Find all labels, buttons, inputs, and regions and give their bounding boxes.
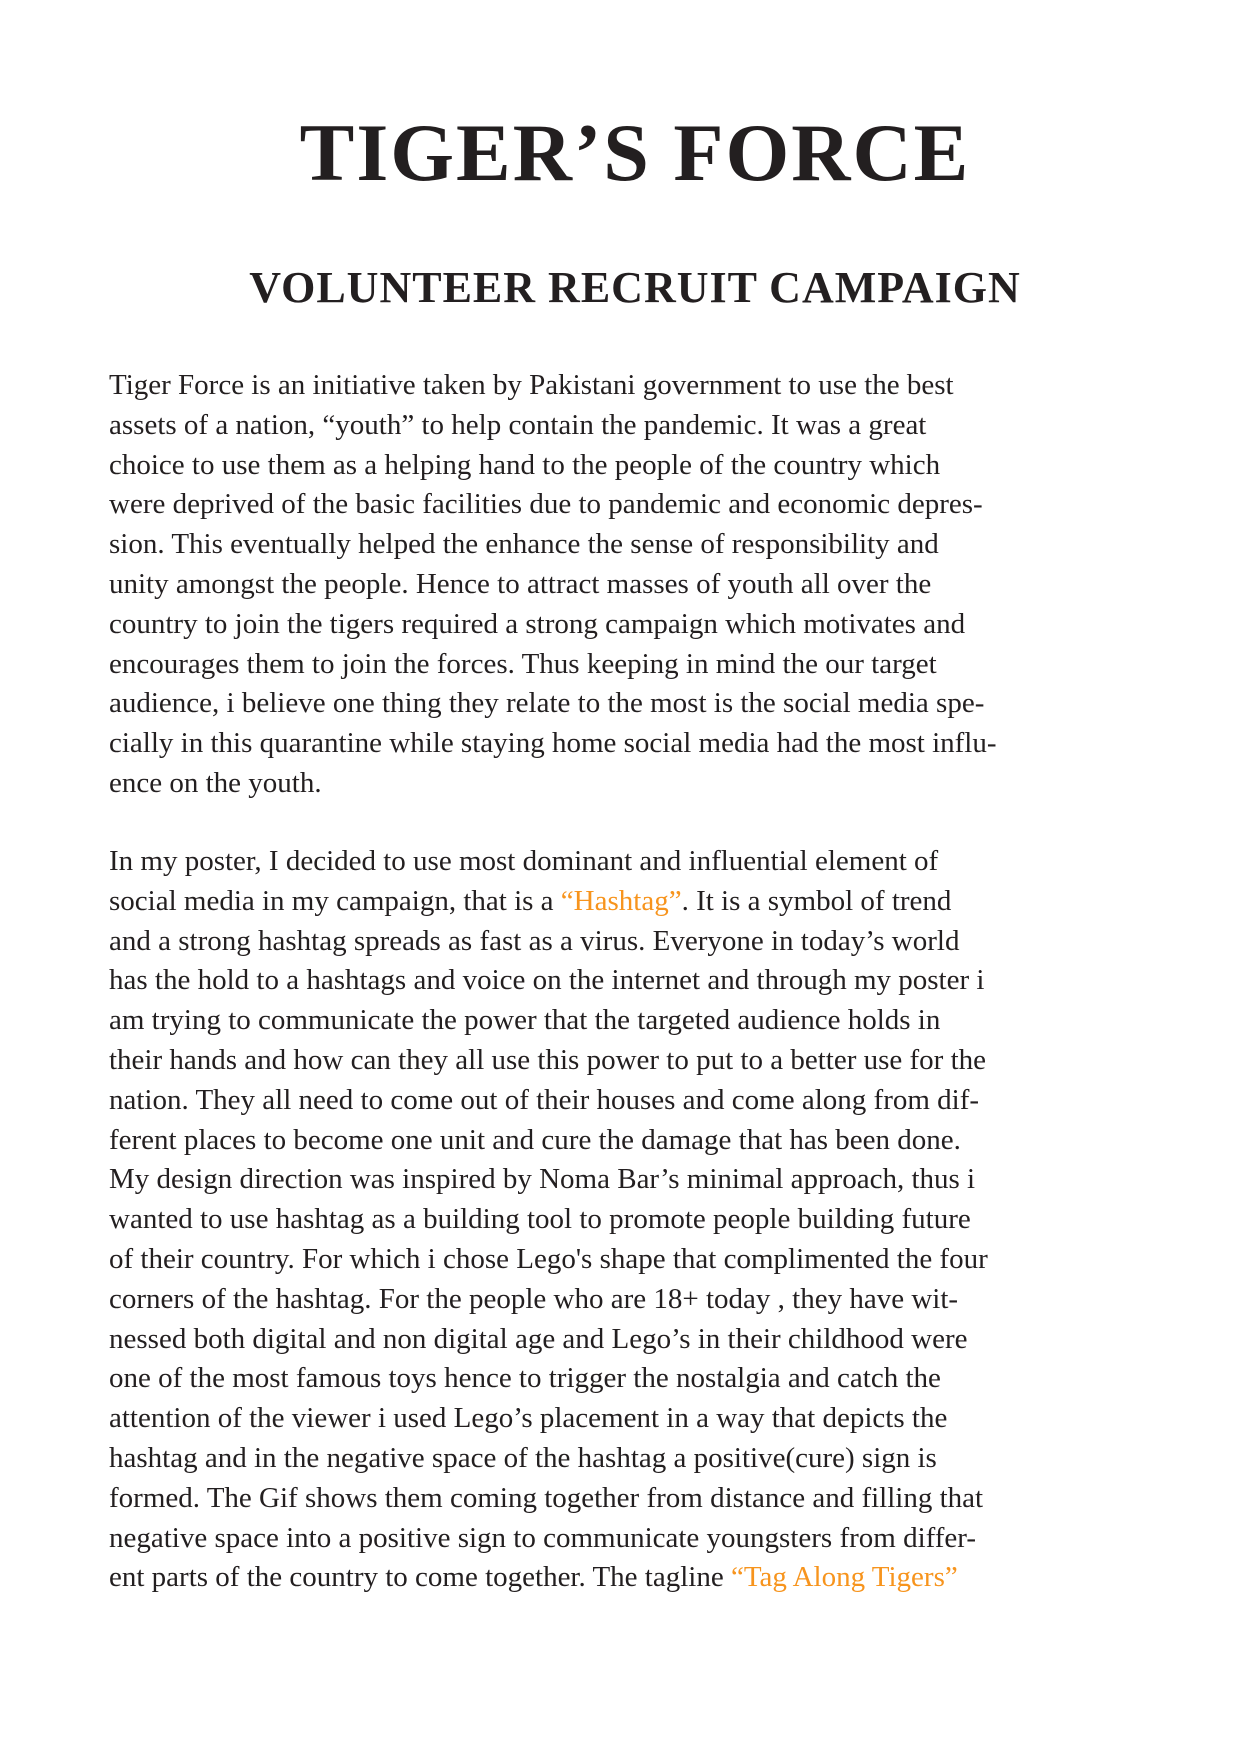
paragraph-line: has the hold to a hashtags and voice on the internet and through my poster i xyxy=(109,964,985,997)
paragraph-line: were deprived of the basic facilities due to pandemic and economic depres- xyxy=(109,488,983,521)
paragraph-line: cially in this quarantine while staying home social media had the most influ- xyxy=(109,727,997,760)
text-run: social media in my campaign, that is a xyxy=(109,884,561,917)
paragraph-line: am trying to communicate the power that the targeted audience holds in xyxy=(109,1004,941,1037)
paragraph-line: assets of a nation, “youth” to help contain the pandemic. It was a great xyxy=(109,408,927,441)
paragraph-line: their hands and how can they all use this power to put to a better use for the xyxy=(109,1043,987,1076)
paragraph-line: nessed both digital and non digital age and Lego’s in their childhood were xyxy=(109,1322,968,1355)
paragraph-line: attention of the viewer i used Lego’s placement in a way that depicts the xyxy=(109,1402,948,1435)
paragraph-line: ence on the youth. xyxy=(109,766,322,799)
paragraph-design xyxy=(109,842,1134,1598)
paragraph-line xyxy=(109,1558,1134,1598)
paragraph-line: encourages them to join the forces. Thus keeping in mind the our target xyxy=(109,647,937,680)
tagline-highlight: “Tag Along Tigers” xyxy=(730,1561,958,1594)
paragraph-line: wanted to use hashtag as a building tool to promote people building future xyxy=(109,1203,971,1236)
paragraph-line: ferent places to become one unit and cure the damage that has been done. xyxy=(109,1123,961,1156)
paragraph-line: country to join the tigers required a strong campaign which motivates and xyxy=(109,607,966,640)
paragraph-line: unity amongst the people. Hence to attract masses of youth all over the xyxy=(109,567,932,600)
paragraph-line: audience, i believe one thing they relate to the most is the social media spe- xyxy=(109,687,985,720)
paragraph-intro xyxy=(109,366,1134,804)
paragraph-line: one of the most famous toys hence to trigger the nostalgia and catch the xyxy=(109,1362,941,1395)
paragraph-line: sion. This eventually helped the enhance the sense of responsibility and xyxy=(109,528,939,561)
paragraph-line: nation. They all need to come out of their houses and come along from dif- xyxy=(109,1083,980,1116)
paragraph-line: hashtag and in the negative space of the hashtag a positive(cure) sign is xyxy=(109,1441,937,1474)
paragraph-line: Tiger Force is an initiative taken by Pakistani government to use the best xyxy=(109,369,954,401)
paragraph-line: In my poster, I decided to use most dominant and influential element of xyxy=(109,845,939,877)
hashtag-highlight: “Hashtag” xyxy=(560,884,682,917)
text-run: ent parts of the country to come together. The tagline xyxy=(109,1561,731,1594)
paragraph-line: My design direction was inspired by Noma Bar’s minimal approach, thus i xyxy=(109,1163,976,1196)
paragraph-line: of their country. For which i chose Lego's shape that complimented the four xyxy=(109,1242,988,1275)
page-title: TIGER’S FORCE xyxy=(299,107,971,198)
paragraph-line: and a strong hashtag spreads as fast as a virus. Everyone in today’s world xyxy=(109,924,960,957)
paragraph-line xyxy=(109,882,1134,922)
paragraph-line: corners of the hashtag. For the people who are 18+ today , they have wit- xyxy=(109,1282,959,1315)
paragraph-line: formed. The Gif shows them coming together from distance and filling that xyxy=(109,1481,984,1514)
page-subtitle: VOLUNTEER RECRUIT CAMPAIGN xyxy=(249,263,1021,312)
paragraph-line: negative space into a positive sign to communicate youngsters from differ- xyxy=(109,1521,977,1554)
paragraph-line: choice to use them as a helping hand to the people of the country which xyxy=(109,448,941,481)
text-run: . It is a symbol of trend xyxy=(681,884,952,917)
